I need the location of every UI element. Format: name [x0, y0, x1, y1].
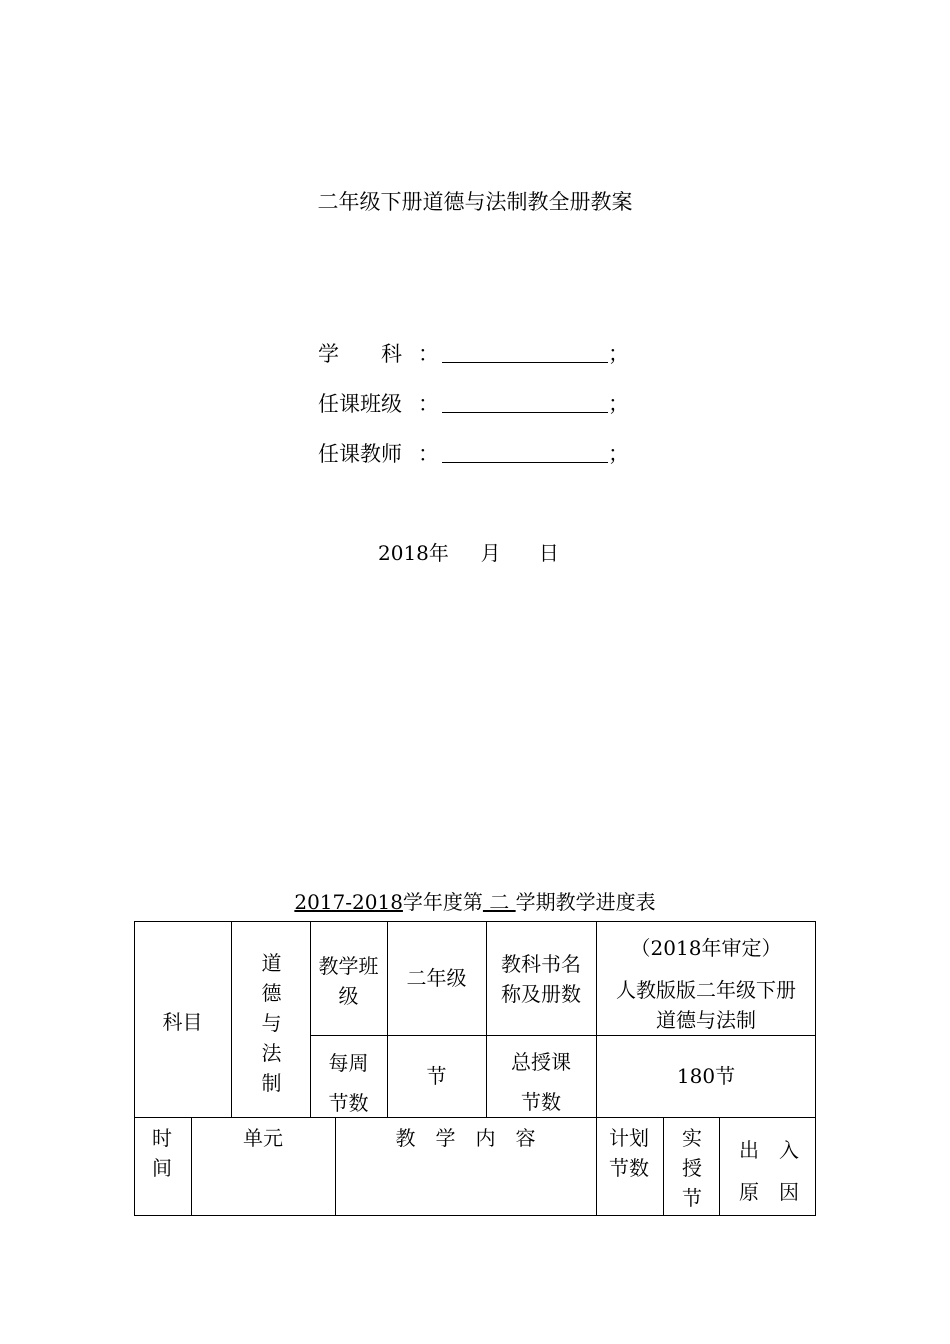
- cover-date: 2018年 月 日: [378, 541, 559, 565]
- col-actual: 实授节: [682, 1126, 702, 1210]
- field-subject-end: ；: [608, 342, 629, 366]
- class-value: 二年级: [406, 966, 467, 990]
- total-value: 180节: [676, 1064, 736, 1088]
- field-class: [318, 388, 638, 418]
- col-reason: 出 入原 因: [739, 1138, 799, 1204]
- schedule-title-mid: 学年度第: [402, 890, 483, 914]
- col-divider-b: [310, 921, 311, 1117]
- table-border-top: [134, 921, 816, 922]
- field-teacher-end: ；: [608, 442, 629, 466]
- weekly-value: 节: [426, 1064, 447, 1088]
- schedule-title-end: 学期教学进度表: [515, 890, 656, 914]
- field-class-colon: ：: [418, 392, 439, 416]
- schedule-title: [0, 886, 950, 915]
- col-content: 教 学 内 容: [395, 1126, 536, 1150]
- field-subject-colon: ：: [418, 342, 439, 366]
- col-divider-a: [231, 921, 232, 1117]
- field-teacher-label: 任课教师: [318, 442, 402, 466]
- schedule-title-term: 二: [482, 890, 516, 914]
- class-label: 教学班级: [318, 954, 379, 1008]
- weekly-label: 每周节数: [328, 1051, 369, 1115]
- col-divider-d: [486, 921, 487, 1117]
- col-divider-i: [663, 1117, 664, 1216]
- document-title: 二年级下册道德与法制教全册教案: [317, 190, 633, 214]
- table-border-bottom: [134, 1215, 816, 1216]
- row-divider-2: [134, 1117, 816, 1118]
- field-class-end: ；: [608, 392, 629, 416]
- schedule-title-years: 2017-2018: [294, 890, 403, 914]
- col-time: 时间: [152, 1126, 172, 1180]
- field-class-label: 任课班级: [318, 392, 402, 416]
- col-divider-h: [596, 1117, 597, 1216]
- schedule-table: [134, 921, 816, 1216]
- book-label: 教科书名称及册数: [501, 952, 581, 1006]
- field-subject-blank[interactable]: [442, 340, 608, 363]
- book-value-line3: 道德与法制: [656, 1008, 756, 1032]
- book-value-line2: 人教版版二年级下册: [616, 978, 796, 1002]
- total-label: 总授课节数: [511, 1050, 571, 1114]
- col-planned: 计划节数: [609, 1126, 649, 1180]
- subject-label: 科目: [162, 1010, 203, 1034]
- field-subject-label: 学 科: [318, 342, 402, 366]
- field-teacher: [318, 438, 638, 468]
- col-divider-j: [719, 1117, 720, 1216]
- field-teacher-colon: ：: [418, 442, 439, 466]
- field-subject: [318, 338, 638, 368]
- col-unit: 单元: [243, 1126, 283, 1150]
- book-value-line1: （2018年审定）: [630, 936, 782, 960]
- subject-value: 道德与法制: [261, 951, 282, 1095]
- field-class-blank[interactable]: [442, 390, 608, 413]
- field-teacher-blank[interactable]: [442, 440, 608, 463]
